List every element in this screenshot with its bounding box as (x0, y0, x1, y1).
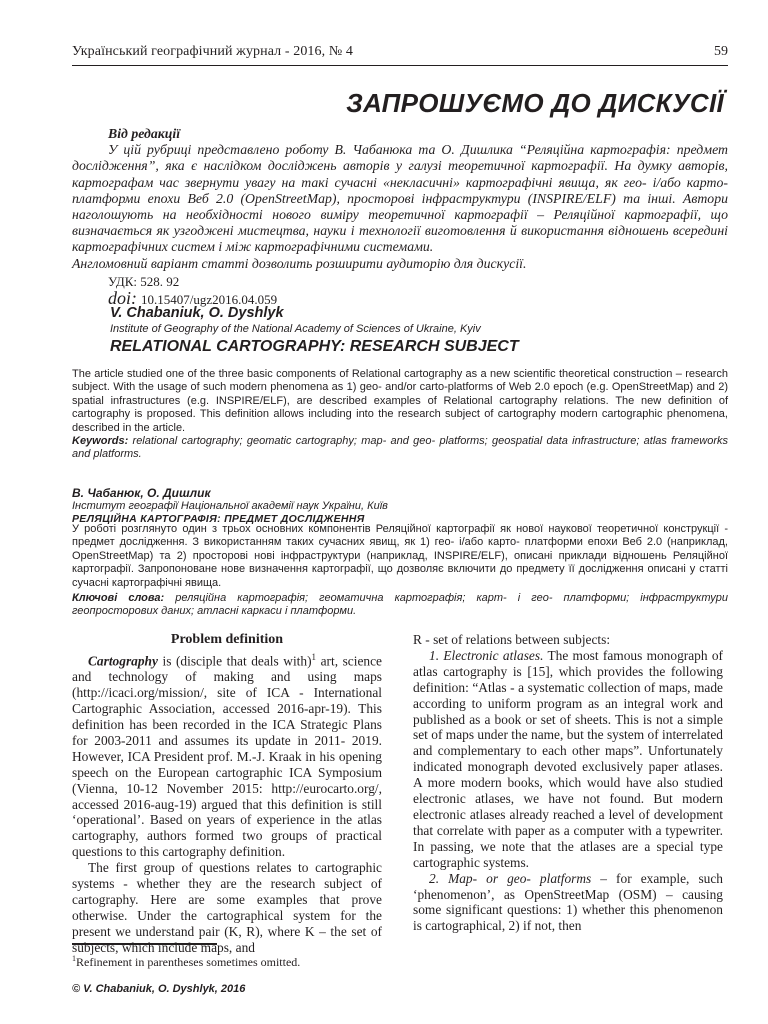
editorial-note (72, 126, 728, 272)
body-paragraph: 2. Map- or geo- platforms – for example, such ‘phenomenon’, as OpenStreetMap (OSM) – causing some significant questions: 1) whether this phenomenon is cartographical, 2) if not, then (413, 870, 723, 934)
subsection-lead: 1. Electronic atlases. (429, 647, 544, 663)
subsection-lead: 2. Map- or geo- platforms (429, 870, 592, 886)
udc-code: УДК: 528. 92 (108, 274, 180, 289)
affiliation-en: Institute of Geography of the National Academy of Sciences of Ukraine, Kyiv (110, 323, 481, 335)
keywords-en (72, 435, 728, 462)
editorial-heading: Від редакції (108, 126, 181, 141)
running-head (72, 44, 728, 66)
body-column-left (72, 632, 382, 956)
body-column-right (413, 632, 723, 934)
doi-label: doi: (108, 288, 137, 308)
keywords-list-en: relational cartography; geomatic cartography; map- and geo- platforms; geospatial data infrastructure; atlas frameworks and platforms. (72, 435, 728, 461)
keywords-list-ua: реляційна картографія; геоматична картографія; карт- і гео- платформи; інфраструктури геопросторових даних; атласні каркаси і платформи. (72, 592, 728, 618)
keywords-label-ua: Ключові слова: (72, 592, 165, 605)
footnote-text: Refinement in parentheses sometimes omitted. (76, 955, 301, 969)
keywords-label-en: Keywords: (72, 435, 129, 448)
footnote (72, 954, 300, 970)
section-heading: Problem definition (170, 632, 284, 647)
doi-value: 10.15407/ugz2016.04.059 (141, 292, 278, 307)
footnote-ref: 1 (311, 651, 317, 662)
keywords-ua (72, 592, 728, 619)
body-paragraph: 1. Electronic atlases. The most famous monograph of atlas cartography is [15], which provides the following definition: “Atlas - a systematic collection of maps, made according to uniform program as an integral work and published as a book or set of sheets. This is not a simple set of maps under the name, but the system of interrelated and complementary to each other maps”. Unfortunately indicated monograph devoted exclusively paper atlases. A more modern books, which would have also studied electronic atlases, we have not found. But modern electronic atlases already reached a level of development that correlate with paper as a computer with a typewriter. In passing, we note that the atlases are a special type cartographic systems. (413, 647, 723, 870)
authors-en: V. Chabaniuk, O. Dyshlyk (110, 305, 284, 321)
abstract-text-en: The article studied one of the three basic components of Relational cartography as a new scientific theoretical construction – research subject. With the usage of such modern phenomena as 1) geo- and/or carto-platforms of Web 2.0 epoch (e.g. OpenStreetMap) and 2) spatial infrastructures (e.g. INSPIRE/ELF), are described examples of Relational cartography relations. The new definition of cartography is proposed. This definition allows including into the research subject of cartography modern cartographic phenomena, described in the article. (72, 368, 728, 434)
copyright: © V. Chabaniuk, O. Dyshlyk, 2016 (72, 983, 246, 995)
page-number: 59 (714, 44, 728, 59)
editorial-paragraph: Англомовний варіант статті дозволить розширити аудиторію для дискусії. (72, 255, 527, 271)
article-title-ua: РЕЛЯЦІЙНА КАРТОГРАФІЯ: ПРЕДМЕТ ДОСЛІДЖЕННЯ (72, 513, 365, 525)
footnote-rule (72, 943, 217, 945)
footnote-marker: 1 (72, 954, 76, 963)
body-paragraph: The first group of questions relates to cartographic systems - whether they are the research subject of cartography. Here are some examples that prove otherwise. Under the cartographical system for the present we understand pair (K, R), where K – the set of subjects, which include maps, and (72, 860, 382, 955)
abstract-ua (72, 523, 728, 619)
journal-title: Український географічний журнал - 2016, № 4 (72, 44, 353, 59)
abstract-en (72, 368, 728, 462)
rubric-title: ЗАПРОШУЄМО ДО ДИСКУСІЇ (346, 88, 724, 118)
defined-term: Cartography (88, 653, 158, 669)
authors-ua: В. Чабанюк, О. Дишлик (72, 486, 211, 500)
editorial-paragraph: У цій рубриці представлено роботу В. Чабанюка та О. Дишлика “Реляційна картографія: предмет дослідження”, яка є наслідком досліджень авторів у галузі теоретичної картографії. На думку авторів, картографам час звернути увагу на такі сучасні «некласичні» картографічні явища, як гео- і/або карто- платформи епохи Веб 2.0 (OpenStreetMap), просторові інфраструктури (INSPIRE/ELF) та інші. Автори наголошують на необхідності нового виміру теоретичної картографії – Реляційної картографії, що визначається як узгоджені мистецтва, науки і технології виготовлення й використання відношень всередині картографічних систем і між картографічними системами. (72, 142, 728, 255)
body-paragraph: R - set of relations between subjects: (413, 632, 611, 647)
body-paragraph: Cartography is (disciple that deals with)$^1$ art, science and technology of making and using maps (http://icaci.org/mission/, site of ICA - International Cartographic Association, accessed 2016-apr-19). This definition has been recorded in the ICA Strategic Plans for 2003-2011 and assumes its update in 2011- 2019. However, ICA President prof. M.-J. Kraak in his opening speech on the European cartographic ICA Symposium (Vienna, 10-12 November 2015: http://eurocarto.org/, accessed 2016-aug-19) argued that this definition is still ‘operational’. Based on years of experience in the atlas cartography, authors formed two groups of practical questions to this cartography definition. (72, 651, 382, 860)
header-rule (72, 65, 728, 66)
article-title-en: RELATIONAL CARTOGRAPHY: RESEARCH SUBJECT (110, 338, 519, 355)
abstract-text-ua: У роботі розглянуто один з трьох основних компонентів Реляційної картографії як нової наукової теоретичної конструкції - предмет дослідження. З використанням таких сучасних явищ, як 1) гео- і/або карто- платформи епохи Веб 2.0 (наприклад, OpenStreetMap) та 2) просторові нові інфраструктури (наприклад, INSPIRE/ELF), описані приклади відношень Реляційної картографії. Запропоноване нове визначення картографії, що дозволяє включити до предмету її дослідження описані у статті сучасні картографічні явища. (72, 523, 728, 589)
affiliation-ua: Інститут географії Національної академії наук України, Київ (72, 500, 388, 512)
